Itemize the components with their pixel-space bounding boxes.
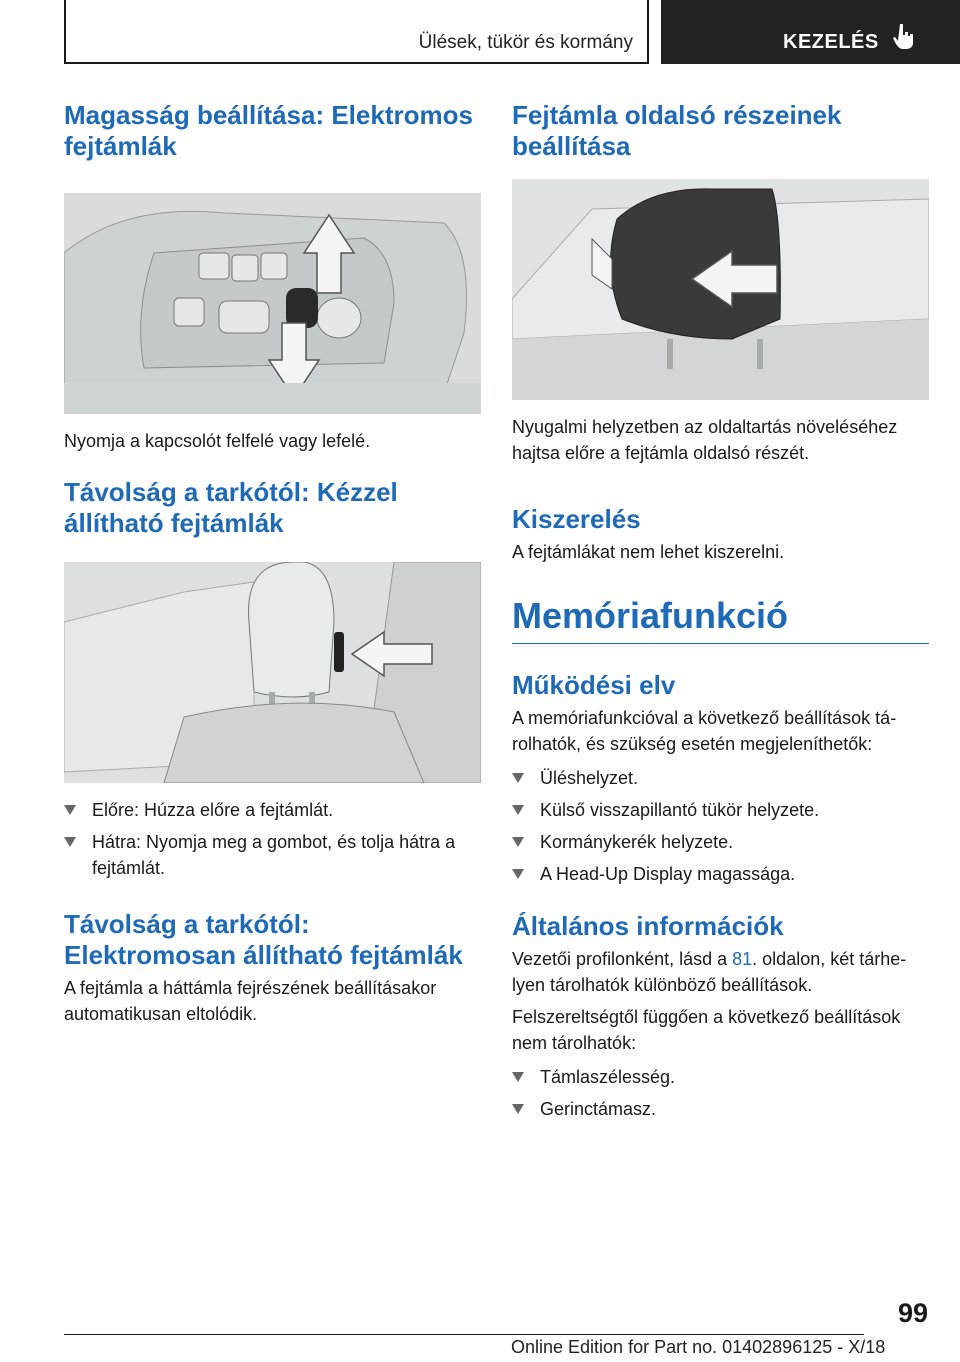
chapter-tab bbox=[661, 0, 960, 64]
list-item: A Head-Up Display magassága. bbox=[512, 861, 929, 887]
paragraph-not-stored: Felszereltségtől függően a következő beállítások nem tárolhatók: bbox=[512, 1007, 901, 1053]
bullet-triangle-icon bbox=[512, 1072, 524, 1082]
memory-bullets bbox=[512, 765, 929, 887]
heading-principle: Működési elv bbox=[512, 670, 676, 700]
bullet-triangle-icon bbox=[64, 805, 76, 815]
paragraph-auto-shift: A fejtámla a háttámla fejrészének beállításakor automatikusan eltolódik. bbox=[64, 978, 437, 1024]
heading-memory-function: Memóriafunkció bbox=[512, 595, 929, 644]
bullet-triangle-icon bbox=[512, 1104, 524, 1114]
paragraph-profiles: Vezetői profilonként, lásd a 81. oldalon, két tárhe-lyen tárolhatók különböző beállítások. bbox=[512, 949, 907, 995]
list-item: Támlaszélesség. bbox=[512, 1064, 929, 1090]
heading-side-wings: Fejtámla oldalsó részeinek beállítása bbox=[512, 100, 842, 161]
bullet-triangle-icon bbox=[512, 773, 524, 783]
right-column bbox=[512, 100, 929, 1128]
heading-electric-headrest-height: Magasság beállítása: Elektromos fejtámlák bbox=[64, 100, 473, 161]
manual-headrest-illustration bbox=[64, 562, 481, 783]
list-item: Kormánykerék helyzete. bbox=[512, 829, 929, 855]
paragraph-side-wings: Nyugalmi helyzetben az oldaltartás növeléséhez hajtsa előre a fejtámla oldalsó részét. bbox=[512, 417, 898, 463]
bullet-triangle-icon bbox=[512, 837, 524, 847]
list-item: Előre: Húzza előre a fejtámlát. bbox=[64, 797, 481, 823]
seat-switch-illustration bbox=[64, 193, 481, 414]
paragraph-switch: Nyomja a kapcsolót felfelé vagy lefelé. bbox=[64, 431, 371, 451]
pointing-hand-icon bbox=[893, 23, 915, 49]
bullet-triangle-icon bbox=[512, 869, 524, 879]
headrest-wing-illustration bbox=[512, 179, 929, 400]
heading-general-info: Általános információk bbox=[512, 911, 784, 941]
bullet-triangle-icon bbox=[64, 837, 76, 847]
list-item: Hátra: Nyomja meg a gombot, és tolja hátra a fejtámlát. bbox=[64, 829, 481, 881]
footer-edition: Online Edition for Part no. 01402896125 - X/18 bbox=[511, 1337, 886, 1357]
list-item: Gerinctámasz. bbox=[512, 1096, 929, 1122]
heading-removal: Kiszerelés bbox=[512, 504, 641, 534]
paragraph-principle: A memóriafunkcióval a következő beállítások tá-rolhatók, és szükség esetén megjeleníthetők: bbox=[512, 708, 897, 754]
paragraph-removal: A fejtámlákat nem lehet kiszerelni. bbox=[512, 542, 785, 562]
manual-headrest-bullets bbox=[64, 797, 481, 881]
list-item: Külső visszapillantó tükör helyzete. bbox=[512, 797, 929, 823]
section-title: Ülések, tükör és kormány bbox=[418, 32, 633, 53]
page-number: 99 bbox=[897, 1298, 928, 1328]
left-column bbox=[64, 100, 481, 1027]
not-stored-bullets bbox=[512, 1064, 929, 1122]
heading-electric-headrest-distance: Távolság a tarkótól: Elektromosan állítható fejtámlák bbox=[64, 909, 463, 970]
list-item: Üléshelyzet. bbox=[512, 765, 929, 791]
bullet-triangle-icon bbox=[512, 805, 524, 815]
header-section-box bbox=[64, 0, 649, 64]
heading-manual-headrest-distance: Távolság a tarkótól: Kézzel állítható fejtámlák bbox=[64, 477, 398, 538]
footer-divider bbox=[64, 1334, 864, 1335]
chapter-label: KEZELÉS bbox=[783, 31, 879, 53]
page-link[interactable]: 81 bbox=[732, 949, 753, 969]
